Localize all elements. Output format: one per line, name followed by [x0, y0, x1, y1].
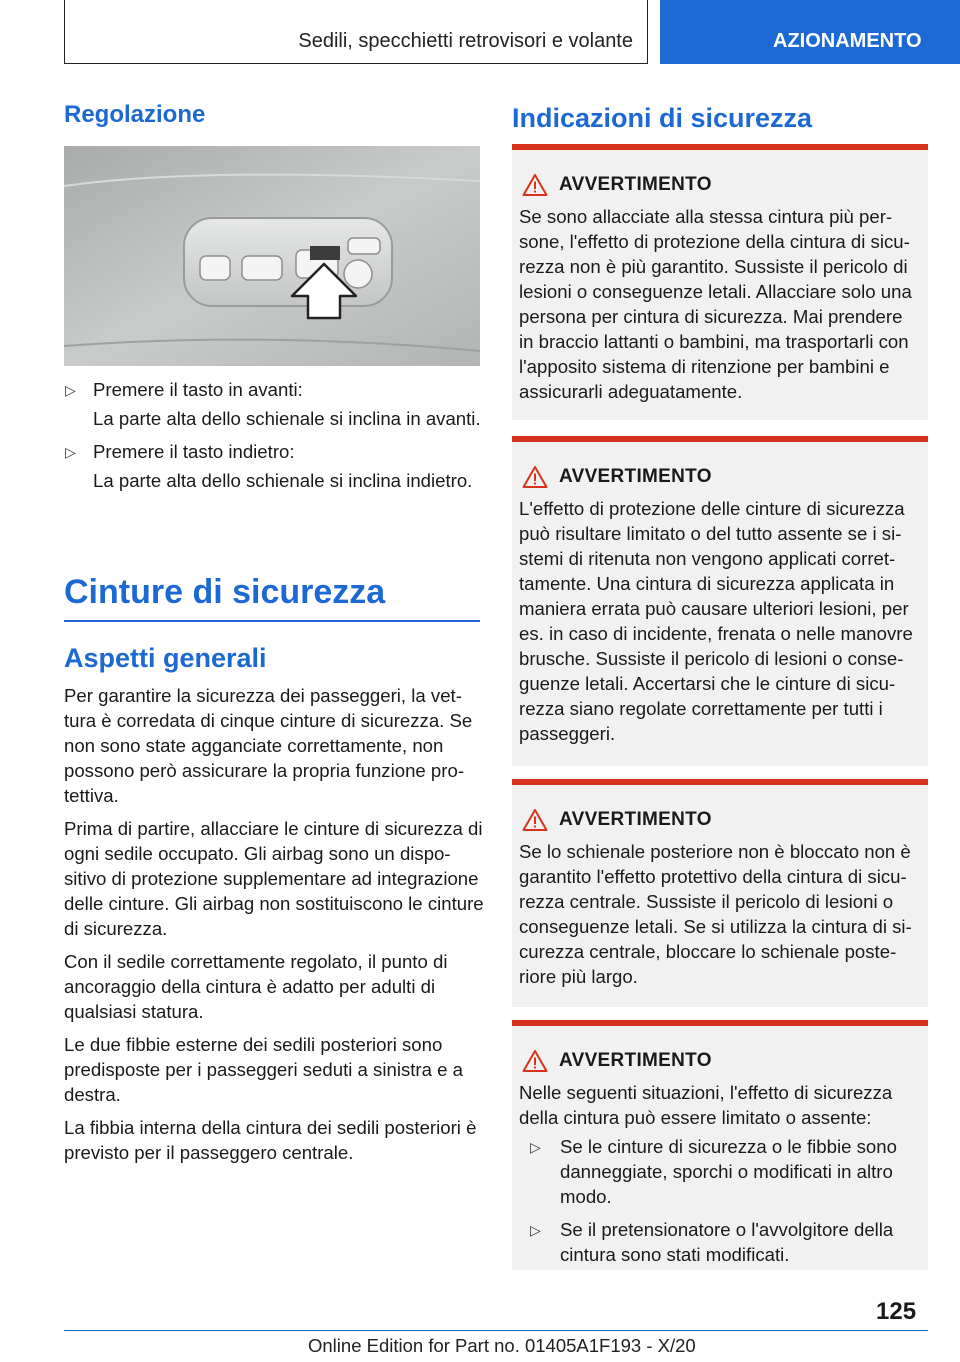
header-section-tab: [660, 0, 960, 64]
warning-title: AVVERTIMENTO: [559, 1050, 712, 1071]
list-item-label: Premere il tasto indietro:: [93, 441, 295, 462]
seat-adjust-photo: [64, 146, 480, 366]
list-item: [519, 1134, 922, 1209]
warning-triangle-icon: [522, 1049, 548, 1073]
paragraph: Per garantire la sicurezza dei passeggeri, la vettura è corredata di cinque cinture di sicurezza. Se non sono state agganciate correttamente, non possono però assicurare la propria funzione protettiva.: [64, 685, 473, 806]
warning-title: AVVERTIMENTO: [559, 809, 712, 830]
aspetti-body: [64, 683, 484, 1173]
warning-triangle-icon: [522, 465, 548, 489]
warning-triangle-icon: [522, 808, 548, 832]
header-chapter: [64, 0, 648, 64]
warning-text: L'effetto di protezione delle cinture di sicurezza può risultare limitato o del tutto assente se i sistemi di ritenuta non vengono applicati correttamente. Una cintura di sicurezza applicata in maniera errata può causare ulteriori lesioni, per es. in caso di incidente, frenata o nelle manovre brusche. Sussiste il pericolo di lesioni o conseguenze letali. Accertarsi che le cinture di sicurezza siano regolate correttamente per tutti i passeggeri.: [519, 498, 913, 744]
warning-text: Se sono allacciate alla stessa cintura più persone, l'effetto di protezione della cintura di sicurezza non è più garantito. Sussiste il pericolo di lesioni o conseguenze letali. Allacciare solo una persona per cintura di sicurezza. Mai prendere in braccio lattanti o bambini, ma trasportarli con l'apposito sistema di ritenzione per bambini e assicurarli adeguatamente.: [519, 206, 912, 402]
page-number: 125: [876, 1298, 917, 1325]
paragraph: Prima di partire, allacciare le cinture di sicurezza di ogni sedile occupato. Gli airbag sono un dispositivo di protezione supplementare ad integrazione delle cinture. Gli airbag non sostituiscono le cinture di sicurezza.: [64, 818, 484, 939]
footer-divider: [64, 1330, 928, 1331]
regolazione-list: [64, 377, 484, 501]
list-item-label: Premere il tasto in avanti:: [93, 379, 303, 400]
warning-box: [512, 1020, 928, 1270]
triangle-bullet-icon: ▷: [530, 1222, 541, 1238]
warning-triangle-icon: [522, 173, 548, 197]
aspetti-heading: Aspetti generali: [64, 643, 267, 673]
warning-text: Nelle seguenti situazioni, l'effetto di sicurezza della cintura può essere limitato o assente:: [519, 1082, 893, 1128]
triangle-bullet-icon: ▷: [65, 382, 76, 398]
warning-text: Se lo schienale posteriore non è bloccato non è garantito l'effetto protettivo della cintura di sicurezza centrale. Sussiste il pericolo di lesioni o conseguenze letali. Se si utilizza la cintura di sicurezza centrale, bloccare lo schienale posteriore più largo.: [519, 841, 912, 987]
footer-edition: Online Edition for Part no. 01405A1F193 - X/20: [308, 1335, 696, 1356]
warning-title: AVVERTIMENTO: [559, 174, 712, 195]
list-item-detail: La parte alta dello schienale si inclina indietro.: [93, 470, 473, 491]
paragraph: La fibbia interna della cintura dei sedili posteriori è previsto per il passeggero centrale.: [64, 1117, 477, 1163]
list-item-text: Se le cinture di sicurezza o le fibbie sono danneggiate, sporchi o modificati in altro modo.: [560, 1136, 897, 1207]
paragraph: Le due fibbie esterne dei sedili posteriori sono predisposte per i passeggeri seduti a sinistra e a destra.: [64, 1034, 463, 1105]
chapter-title: Sedili, specchietti retrovisori e volante: [298, 30, 633, 52]
cinture-heading: Cinture di sicurezza: [64, 573, 386, 611]
warning-box: [512, 779, 928, 1007]
triangle-bullet-icon: ▷: [65, 444, 76, 460]
warning-box: [512, 436, 928, 766]
list-item: [64, 377, 484, 431]
list-item-detail: La parte alta dello schienale si inclina in avanti.: [93, 408, 481, 429]
paragraph: Con il sedile correttamente regolato, il punto di ancoraggio della cintura è adatto per adulti di qualsiasi statura.: [64, 951, 448, 1022]
warning-title: AVVERTIMENTO: [559, 466, 712, 487]
heading-divider: [64, 620, 480, 622]
list-item-text: Se il pretensionatore o l'avvolgitore della cintura sono stati modificati.: [560, 1219, 894, 1265]
indicazioni-heading: Indicazioni di sicurezza: [512, 103, 813, 133]
list-item: [519, 1217, 922, 1267]
section-title: AZIONAMENTO: [773, 30, 922, 52]
list-item: [64, 439, 484, 493]
regolazione-heading: Regolazione: [64, 101, 206, 128]
warning-list: [519, 1134, 922, 1267]
warning-box: [512, 144, 928, 420]
triangle-bullet-icon: ▷: [530, 1139, 541, 1155]
